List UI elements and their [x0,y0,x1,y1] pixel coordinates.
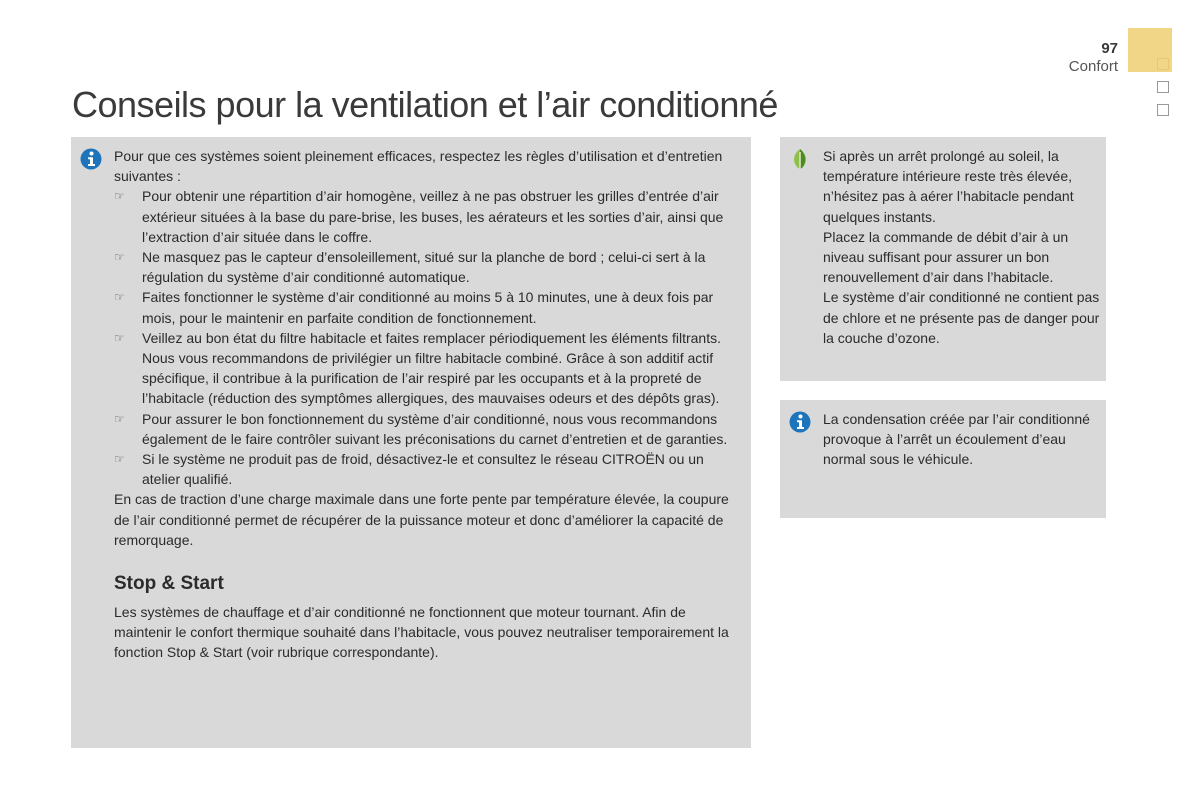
pointing-hand-icon: ☞ [114,189,125,204]
list-item: ☞ Faites fonctionner le système d’air conditionné au moins 5 à 10 minutes, une à deux fois par mois, pour le maintenir en parfaite condition de fonctionnement. [114,289,714,326]
section-tab-marker-3 [1157,104,1169,116]
eco-tip-text-1: Si après un arrêt prolongé au soleil, la température intérieure reste très élevée, n’hésitez pas à aérer l’habitacle pendant quelques instants. [823,148,1074,225]
eco-tip-text-3: Le système d’air conditionné ne contient pas de chlore et ne présente pas de danger pour la couche d’ozone. [823,289,1100,346]
info-icon [789,411,811,433]
pointing-hand-icon: ☞ [114,411,125,426]
list-item: ☞ Ne masquez pas le capteur d’ensoleillement, situé sur la planche de bord ; celui-ci sert à la régulation du système d’air conditionné automatique. [114,249,706,286]
section-tab-marker-1 [1157,58,1169,70]
section-tab-marker-2 [1157,81,1169,93]
stop-start-text: Les systèmes de chauffage et d’air conditionné ne fonctionnent que moteur tournant. Afin de maintenir le confort thermique souhaité dans l’habitacle, vous pouvez neutraliser temporairement la fonction Stop & Start (voir rubrique correspondante). [114,604,729,661]
filter-note: Nous vous recommandons de privilégier un filtre habitacle combiné. Grâce à son additif actif spécifique, il contribue à la purification de l’air respiré par les occupants et à la propreté de l’habitacle (réduction des symptômes allergiques, des mauvaises odeurs et des dépôts gras). [142,350,720,407]
intro-text: Pour que ces systèmes soient pleinement efficaces, respectez les règles d’utilisation et d’entretien suivantes : [114,148,723,185]
recommendation-list [114,186,744,348]
eco-tip-text-2: Placez la commande de débit d’air à un niveau suffisant pour assurer un bon renouvellement d’air dans l’habitacle. [823,228,1069,286]
list-item: ☞ Si le système ne produit pas de froid, désactivez-le et consultez le réseau CITROËN ou un atelier qualifié. [114,451,704,488]
eco-leaf-icon [789,148,811,170]
pointing-hand-icon: ☞ [114,330,125,345]
recommendation-list-continued [114,409,744,490]
page-number: 97 [1101,40,1118,57]
list-item: ☞ Pour assurer le bon fonctionnement du système d’air conditionné, nous vous recommandons également de le faire contrôler suivant les préconisations du carnet d’entretien et de garanties. [114,410,728,447]
stop-start-heading: Stop & Start [114,573,224,595]
pointing-hand-icon: ☞ [114,452,125,467]
list-item: ☞ Veillez au bon état du filtre habitacle et faites remplacer périodiquement les éléments filtrants. [114,328,744,348]
condensation-text: La condensation créée par l’air conditionné provoque à l’arrêt un écoulement d’eau normal sous le véhicule. [823,411,1090,468]
list-item: ☞ Pour obtenir une répartition d’air homogène, veillez à ne pas obstruer les grilles d’entrée d’air extérieur situées à la base du pare-brise, les buses, les aérateurs et les sorties d’air, ainsi que l’extraction d’air située dans le coffre. [114,188,724,245]
page-title: Conseils pour la ventilation et l’air conditionné [72,84,778,125]
main-info-panel [71,137,751,748]
eco-tip-panel [780,137,1106,381]
traction-note: En cas de traction d’une charge maximale dans une forte pente par température élevée, la coupure de l’air conditionné permet de récupérer de la puissance moteur et donc d’améliorer la capacité de remorquage. [114,491,729,548]
section-label: Confort [1068,58,1118,75]
pointing-hand-icon: ☞ [114,250,125,265]
pointing-hand-icon: ☞ [114,290,125,305]
condensation-info-panel [780,400,1106,518]
info-icon [80,148,102,170]
